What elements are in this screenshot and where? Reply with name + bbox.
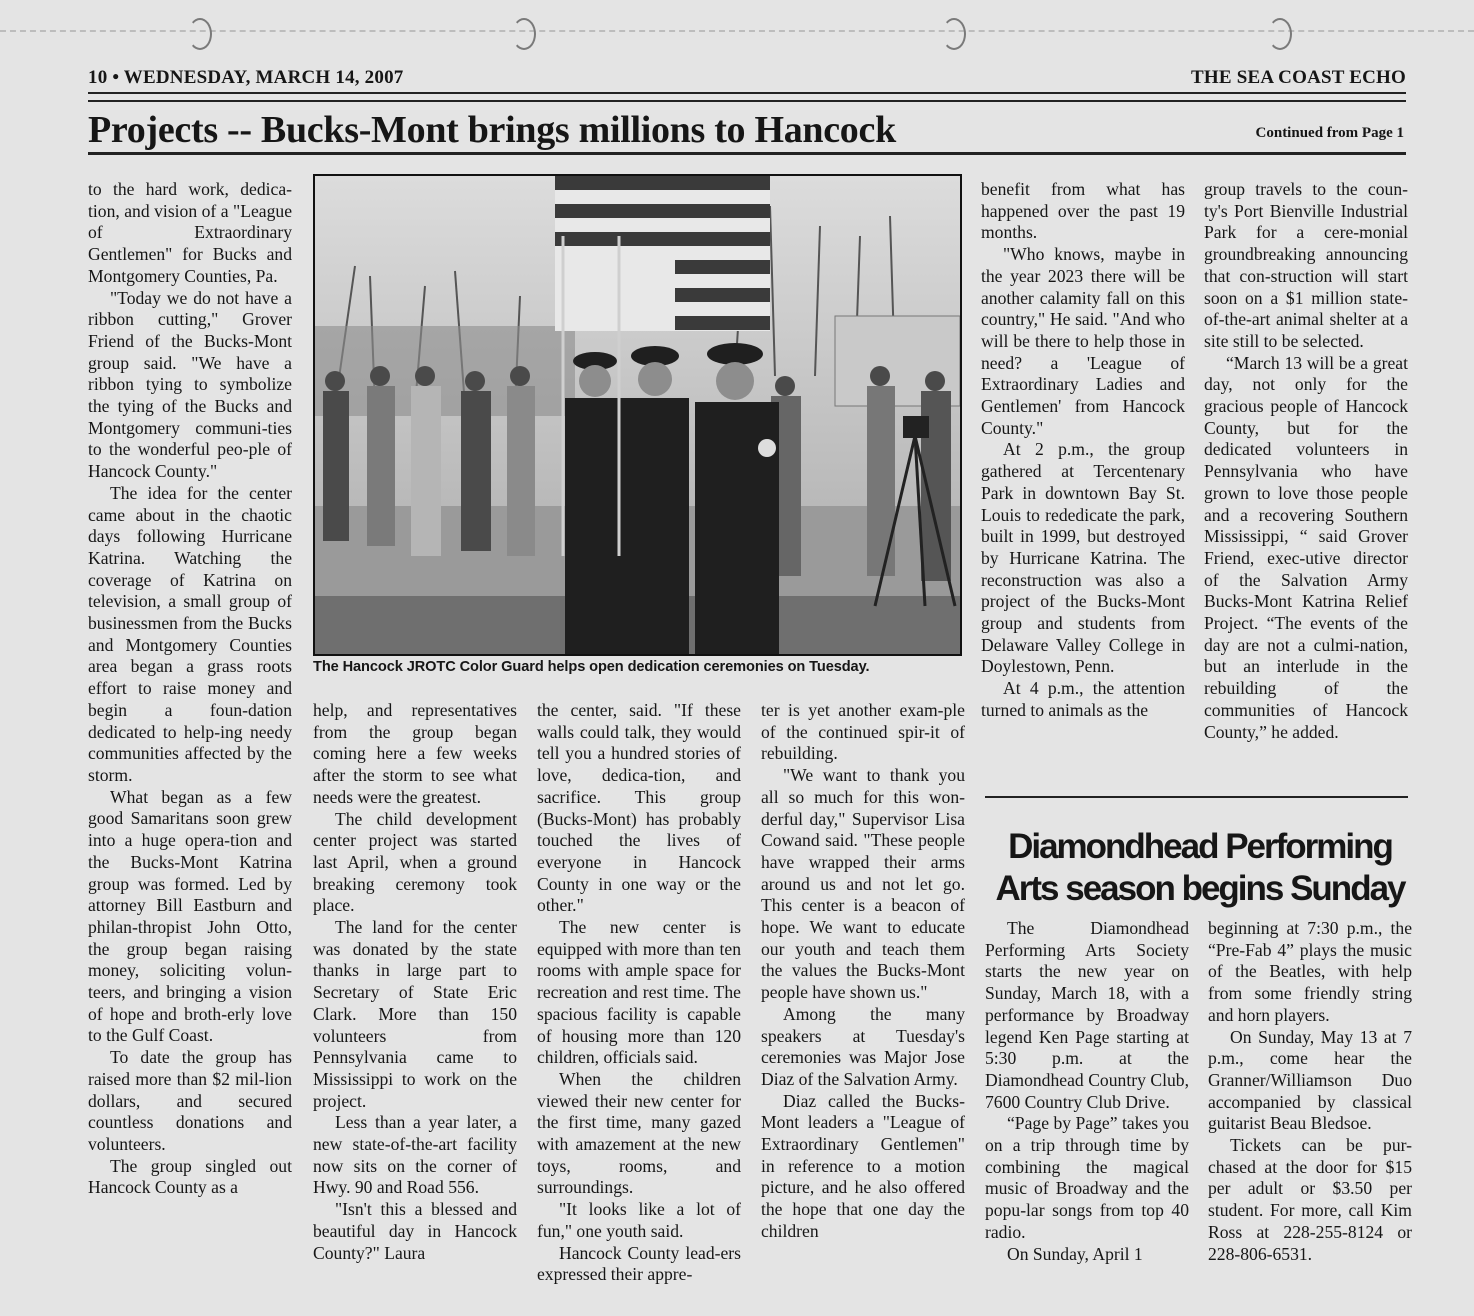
paragraph: At 2 p.m., the group gathered at Tercentenary Park in downtown Bay St. Louis to rededicate the park, built in 1999, but destroyed by Hurricane Katrina. The reconstruction was also a project of the Bucks-Mont group and students from Delaware Valley College in Doylestown, Penn. — [981, 439, 1185, 677]
continued-note: Continued from Page 1 — [1255, 125, 1404, 141]
paragraph: When the children viewed their new center for the first time, many gazed with amazement at the new toys, rooms, and surroundings. — [537, 1068, 741, 1198]
folio-paper-name: THE SEA COAST ECHO — [1191, 67, 1406, 88]
paragraph: “Page by Page” takes you on a trip through time by combining the magical music of Broadway and the popu-lar songs from top 40 radio. — [985, 1113, 1189, 1242]
article-column-1 — [88, 179, 292, 1299]
article-column-2 — [313, 700, 517, 1300]
paragraph: Among the many speakers at Tuesday's ceremonies was Major Jose Diaz of the Salvation Army. — [761, 1003, 965, 1089]
paragraph: group travels to the coun-ty's Port Bienville Industrial Park for a cere-monial groundbreaking announcing that con-struction will start soon on a $1 million state-of-the-art animal shelter at a site still to be selected. — [1204, 179, 1408, 351]
paragraph: The group singled out Hancock County as a — [88, 1155, 292, 1198]
paragraph: The child development center project was started last April, when a ground breaking ceremony took place. — [313, 808, 517, 916]
paragraph: What began as a few good Samaritans soon grew into a huge opera-tion and the Bucks-Mont Katrina group was formed. Led by attorney Bill Eastburn and philan-thropist John Otto, the group began raising money, soliciting volun-teers, and bringing a vision of hope and broth-erly love to the Gulf Coast. — [88, 786, 292, 1046]
paragraph: On Sunday, May 13 at 7 p.m., come hear the Granner/Williamson Duo accompanied by classical guitarist Beau Bledsoe. — [1208, 1026, 1412, 1134]
paragraph: “March 13 will be a great day, not only for the gracious people of Hancock County, but for the dedicated volunteers in Pennsylvania who have grown to love those people and a recovering Southern Mississippi, “ said Grover Friend, exec-utive director of the Salvation Army Bucks-Mont Katrina Relief Project. “The events of the day are not a culmi-nation, but an interlude in the rebuilding of the communities of Hancock County,” he added. — [1204, 352, 1408, 742]
paragraph: Diaz called the Bucks-Mont leaders a "League of Extraordinary Gentlemen" in reference to a motion picture, and he also offered the hope that one day the children — [761, 1090, 965, 1241]
paragraph: help, and representatives from the group began coming here a few weeks after the storm to see what needs were the greatest. — [313, 700, 517, 807]
article2-column-2 — [1208, 918, 1412, 1300]
article-column-3 — [537, 700, 741, 1300]
paragraph: benefit from what has happened over the past 19 months. — [981, 179, 1185, 243]
article-column-5 — [981, 179, 1185, 789]
article2-headline: Diamondhead Performing Arts season begins Sunday — [995, 827, 1405, 908]
paragraph: The Diamondhead Performing Arts Society starts the new year on Sunday, March 18, with a performance by Broadway legend Ken Page starting at 5:30 p.m. at the Diamondhead Country Club, 7600 Country Club Drive. — [985, 918, 1189, 1112]
binder-hole — [1268, 18, 1292, 50]
binder-hole — [512, 18, 536, 50]
top-rule — [88, 92, 1406, 94]
paragraph: On Sunday, April 1 — [1007, 1243, 1143, 1264]
paragraph: beginning at 7:30 p.m., the “Pre-Fab 4” plays the music of the Beatles, with help from some friendly string and horn players. — [1208, 918, 1412, 1025]
article-headline: Projects -- Bucks-Mont brings millions to Hancock — [88, 109, 896, 151]
paragraph: Less than a year later, a new state-of-the-art facility now sits on the corner of Hwy. 90 and Road 556. — [313, 1112, 517, 1198]
photo-caption: The Hancock JROTC Color Guard helps open dedication ceremonies on Tuesday. — [313, 659, 870, 675]
article-photo — [313, 174, 962, 656]
paragraph: At 4 p.m., the attention turned to animals as the — [981, 678, 1185, 720]
perforation-line — [0, 30, 1474, 32]
binder-hole — [942, 18, 966, 50]
photo-jrotc-color-guard — [315, 176, 960, 654]
paragraph: The new center is equipped with more than ten rooms with ample space for recreation and rest time. The spacious facility is capable of housing more than 120 children, officials said. — [537, 917, 741, 1068]
paragraph: ter is yet another exam-ple of the continued spir-it of rebuilding. — [761, 700, 965, 764]
paragraph: "It looks like a lot of fun," one youth said. — [537, 1199, 741, 1241]
paragraph: The idea for the center came about in the chaotic days following Hurricane Katrina. Watching the coverage of Katrina on television, a small group of businessmen from the Bucks and Montgomery Counties area began a grass roots effort to raise money and begin a foun-dation dedicated to help-ing needy communities affected by the storm. — [88, 482, 292, 785]
paragraph: "We want to thank you all so much for this won-derful day," Supervisor Lisa Cowand said. "These people have wrapped their arms around us and not let go. This center is a beacon of hope. We want to educate our youth and teach them the values the Bucks-Mont people have shown us." — [761, 765, 965, 1003]
paragraph: "Isn't this a blessed and beautiful day in Hancock County?" Laura — [313, 1199, 517, 1263]
paragraph: the center, said. "If these walls could talk, they would tell you a hundred stories of love, dedica-tion, and sacrifice. This group (Bucks-Mont) has probably touched the lives of everyone in Hancock County in one way or the other." — [537, 700, 741, 916]
top-rule-2 — [88, 100, 1406, 102]
paragraph: "Today we do not have a ribbon cutting," Grover Friend of the Bucks-Mont group said. "We have a ribbon tying to symbolize the tying of the Bucks and Montgomery communi-ties to the wonderful peo-ple of Hancock County." — [88, 287, 292, 482]
paragraph: The land for the center was donated by the state thanks in large part to Secretary of State Eric Clark. More than 150 volunteers from Pennsylvania came to Mississippi to work on the project. — [313, 917, 517, 1111]
article-column-4 — [761, 700, 965, 1300]
paragraph: "Who knows, maybe in the year 2023 there will be another calamity fall on this country," He said. "And who will be there to help those in need? a 'League of Extraordinary Ladies and Gentlemen' from Hancock County." — [981, 244, 1185, 438]
paragraph: To date the group has raised more than $2 mil-lion dollars, and secured countless donations and volunteers. — [88, 1047, 292, 1154]
binder-hole — [188, 18, 212, 50]
paragraph: to the hard work, dedica-tion, and vision of a "League of Extraordinary Gentlemen" for Bucks and Montgomery Counties, Pa. — [88, 179, 292, 286]
paragraph: Hancock County lead-ers expressed their appre- — [537, 1242, 741, 1285]
headline-rule — [88, 152, 1406, 155]
paragraph: Tickets can be pur-chased at the door for $15 per adult or $3.50 per student. For more, call Kim Ross at 228-255-8124 or 228-806-6531. — [1208, 1135, 1412, 1264]
article2-column-1 — [985, 918, 1189, 1300]
section-divider — [985, 796, 1408, 798]
folio-date: 10 • WEDNESDAY, MARCH 14, 2007 — [88, 67, 404, 88]
article-column-6 — [1204, 179, 1408, 789]
